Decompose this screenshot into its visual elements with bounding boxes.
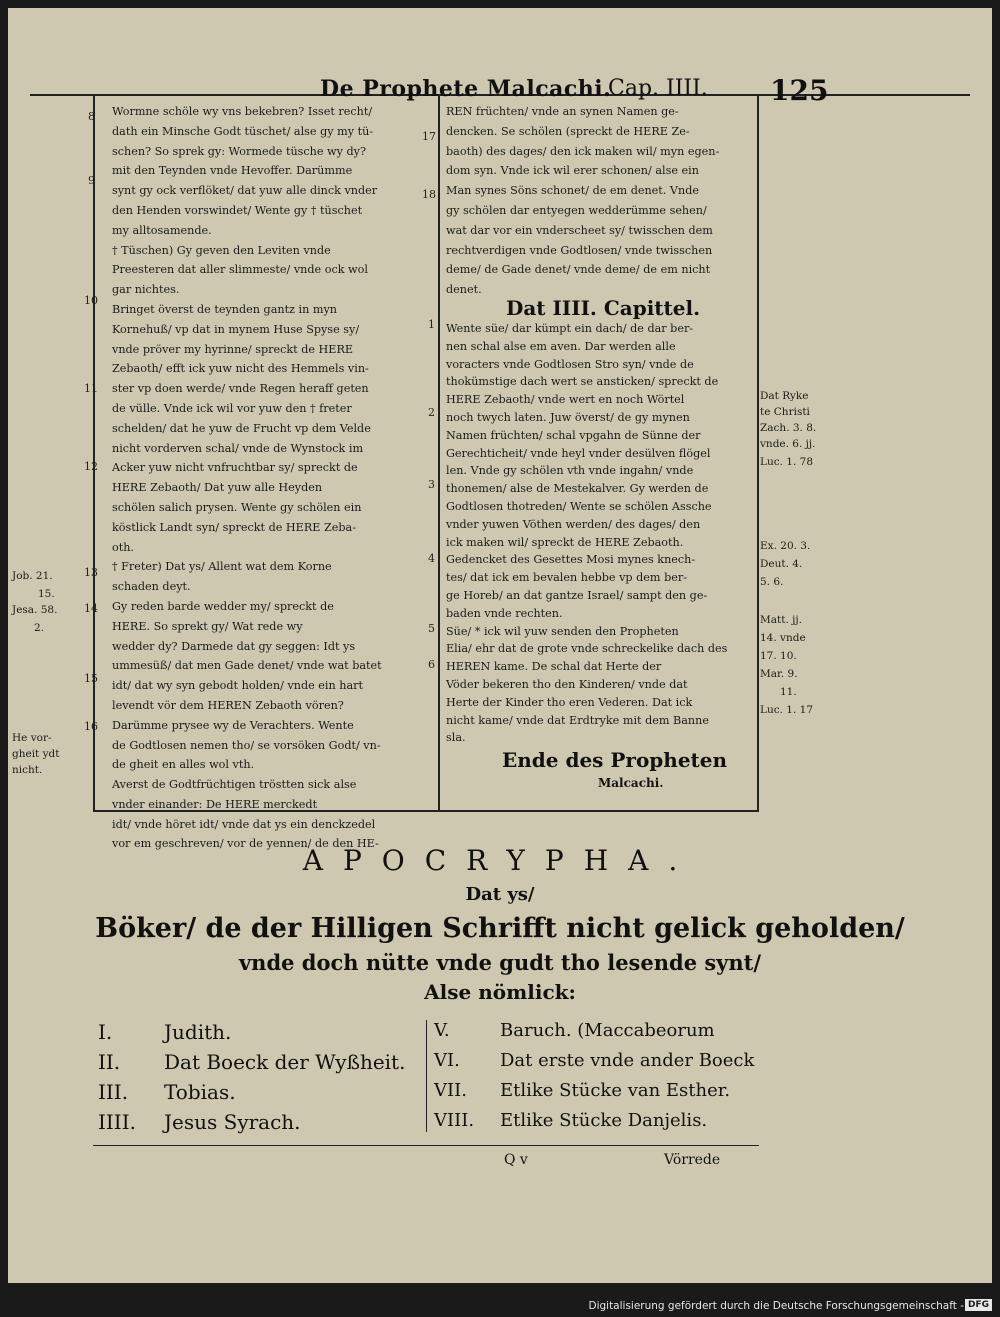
verse-number: 11 xyxy=(84,382,98,395)
text-line: thonemen/ alse de Mestekalver. Gy werden de xyxy=(446,482,709,496)
book-name: Jesus Syrach. xyxy=(164,1110,301,1134)
text-line: ick maken wil/ spreckt de HERE Zebaoth. xyxy=(446,535,684,549)
text-line: mit den Teynden vnde Hevoffer. Darümme xyxy=(112,164,353,178)
book-list-item xyxy=(434,1020,715,1041)
verse-number: 10 xyxy=(84,294,98,307)
text-line: HERE. So sprekt gy/ Wat rede wy xyxy=(112,619,303,633)
margin-note: 11. xyxy=(780,686,797,698)
text-line: Süe/ * ick wil yuw senden den Propheten xyxy=(446,624,679,638)
text-line: wat dar vor ein vnderscheet sy/ twisschen dem xyxy=(446,223,713,237)
text-line: dencken. Se schölen (spreckt de HERE Ze- xyxy=(446,124,690,138)
book-name: Dat erste vnde ander Boeck xyxy=(500,1050,755,1071)
digitization-credit: Digitalisierung gefördert durch die Deutsche Forschungsgemeinschaft - xyxy=(588,1300,964,1312)
text-line: oth. xyxy=(112,540,134,554)
text-line: schaden deyt. xyxy=(112,580,191,594)
book-list-item xyxy=(98,1080,236,1104)
margin-note: Deut. 4. xyxy=(760,558,803,570)
book-number: II. xyxy=(98,1050,121,1074)
text-line: Kornehuß/ vp dat in mynem Huse Spyse sy/ xyxy=(112,322,360,336)
text-line: Godtlosen thotreden/ Wente se schölen Assche xyxy=(446,499,712,513)
text-line: † Freter) Dat ys/ Allent wat dem Korne xyxy=(112,560,332,574)
book-name: Etlike Stücke Danjelis. xyxy=(500,1110,708,1131)
margin-note: Luc. 1. 17 xyxy=(760,704,814,716)
text-line: Namen früchten/ schal vpgahn de Sünne der xyxy=(446,428,701,442)
text-line: noch twych laten. Juw överst/ de gy mynen xyxy=(446,410,690,424)
text-line: Gedencket des Gesettes Mosi mynes knech- xyxy=(446,553,696,567)
text-line: Herte der Kinder tho eren Vederen. Dat ick xyxy=(446,695,693,709)
text-line: Preesteren dat aller slimmeste/ vnde ock wol xyxy=(112,263,368,277)
text-line: ummesüß/ dat men Gade denet/ vnde wat batet xyxy=(112,659,382,673)
text-line: nicht kame/ vnde dat Erdtryke mit dem Banne xyxy=(446,713,709,727)
text-line: synt gy ock verflöket/ dat yuw alle dinck vnder xyxy=(112,184,378,198)
margin-note: Dat Ryke xyxy=(760,390,809,402)
text-line: de vülle. Vnde ick wil vor yuw den † freter xyxy=(112,401,352,415)
text-line: Acker yuw nicht vnfruchtbar sy/ spreckt de xyxy=(112,461,358,475)
verse-number: 17 xyxy=(422,130,436,143)
book-number: VII. xyxy=(434,1080,467,1101)
verse-number: 1 xyxy=(428,318,435,331)
text-line: tes/ dat ick em bevalen hebbe vp dem ber- xyxy=(446,571,687,585)
running-title: De Prophete Malcachi. xyxy=(320,76,612,102)
text-line: idt/ vnde höret idt/ vnde dat ys ein denckzedel xyxy=(112,817,376,831)
book-number: VIII. xyxy=(434,1110,475,1131)
book-number: I. xyxy=(98,1020,113,1044)
text-line: voracters vnde Godtlosen Stro syn/ vnde de xyxy=(446,357,694,371)
margin-note: Jesa. 58. xyxy=(12,604,58,616)
page-number: 125 xyxy=(770,74,829,107)
book-number: III. xyxy=(98,1080,129,1104)
text-line: Averst de Godtfrüchtigen tröstten sick alse xyxy=(112,778,357,792)
text-line: Gy reden barde wedder my/ spreckt de xyxy=(112,599,334,613)
margin-note: 15. xyxy=(38,588,55,600)
text-line: nen schal alse em aven. Dar werden alle xyxy=(446,339,676,353)
text-line: † Tüschen) Gy geven den Leviten vnde xyxy=(112,243,331,257)
text-line: baden vnde rechten. xyxy=(446,606,563,620)
book-list-item xyxy=(434,1050,754,1071)
text-line: nicht vorderven schal/ vnde de Wynstock im xyxy=(112,441,364,455)
margin-note: 14. vnde xyxy=(760,632,806,644)
chapter-heading: Dat IIII. Capittel. xyxy=(506,296,701,320)
text-line: de gheit en alles wol vth. xyxy=(112,758,255,772)
verse-number: 4 xyxy=(428,552,435,565)
right-column-top-text xyxy=(446,102,756,300)
margin-note: Luc. 1. 78 xyxy=(760,456,814,468)
verse-number: 6 xyxy=(428,658,435,671)
book-list-item xyxy=(434,1110,707,1131)
text-line: vnde pröver my hyrinne/ spreckt de HERE xyxy=(112,342,354,356)
margin-note: vnde. 6. jj. xyxy=(760,438,816,450)
margin-note: Matt. jj. xyxy=(760,614,802,626)
margin-note: Zach. 3. 8. xyxy=(760,422,817,434)
outer-right-rule xyxy=(757,96,759,810)
text-line: gy schölen dar entyegen wedderümme sehen/ xyxy=(446,203,707,217)
text-line: gar nichtes. xyxy=(112,283,180,297)
book-list-item xyxy=(98,1050,405,1074)
bottom-rule xyxy=(93,1145,759,1146)
text-line: vnder einander: De HERE merckedt xyxy=(112,797,318,811)
text-line: de Godtlosen nemen tho/ se vorsöken Godt/ vn- xyxy=(112,738,381,752)
text-line: rechtverdigen vnde Godtlosen/ vnde twisschen xyxy=(446,243,713,257)
book-end-title: Ende des Propheten xyxy=(502,748,728,772)
column-divider xyxy=(438,96,440,810)
margin-note: Mar. 9. xyxy=(760,668,798,680)
book-name: Etlike Stücke van Esther. xyxy=(500,1080,731,1101)
verse-number: 14 xyxy=(84,602,98,615)
margin-note: Job. 21. xyxy=(12,570,53,582)
text-line: REN früchten/ vnde an synen Namen ge- xyxy=(446,105,679,118)
signature-mark: Q v xyxy=(504,1152,528,1168)
margin-note: Ex. 20. 3. xyxy=(760,540,811,552)
verse-number: 13 xyxy=(84,566,98,579)
book-list-item xyxy=(98,1020,231,1044)
margin-note: gheit ydt xyxy=(12,748,60,760)
verse-number: 16 xyxy=(84,720,98,733)
text-line: levendt vör dem HEREN Zebaoth vören? xyxy=(112,698,344,712)
text-line: Gerechticheit/ vnde heyl vnder desülven flögel xyxy=(446,446,711,460)
right-column-bottom-text xyxy=(446,320,756,747)
text-line: vnder yuwen Vöthen werden/ des dages/ den xyxy=(446,517,701,531)
text-line: den Henden vorswindet/ Wente gy † tüschet xyxy=(112,203,363,217)
text-line: baoth) des dages/ den ick maken wil/ myn egen- xyxy=(446,144,720,158)
text-line: Zebaoth/ efft ick yuw nicht des Hemmels vin- xyxy=(112,362,369,376)
book-page xyxy=(8,8,992,1283)
text-line: deme/ de Gade denet/ vnde deme/ de em nicht xyxy=(446,263,711,277)
text-line: dath ein Minsche Godt tüschet/ alse gy my tü- xyxy=(112,124,374,138)
margin-note: 17. 10. xyxy=(760,650,797,662)
verse-number: 5 xyxy=(428,622,435,635)
book-list-divider xyxy=(426,1020,427,1132)
book-name: Baruch. (Maccabeorum xyxy=(500,1020,715,1041)
text-line: schen? So sprek gy: Wormede tüsche wy dy? xyxy=(112,144,366,158)
text-line: Elia/ ehr dat de grote vnde schreckelike dach des xyxy=(446,642,728,656)
verse-number: 2 xyxy=(428,406,435,419)
verse-number: 3 xyxy=(428,478,435,491)
text-line: wedder dy? Darmede dat gy seggen: Idt ys xyxy=(112,639,356,653)
book-list-item xyxy=(434,1080,730,1101)
text-line: sla. xyxy=(446,731,466,745)
book-number: V. xyxy=(434,1020,450,1041)
text-line: schölen salich prysen. Wente gy schölen ein xyxy=(112,500,362,514)
text-line: Wente süe/ dar kümpt ein dach/ de dar ber- xyxy=(446,322,694,335)
text-line: thokümstige dach wert se ansticken/ spreckt de xyxy=(446,375,719,389)
text-line: dom syn. Vnde ick wil erer schonen/ alse ein xyxy=(446,164,699,178)
margin-note: te Christi xyxy=(760,406,810,418)
margin-note: nicht. xyxy=(12,764,43,776)
apocrypha-intro: Dat ys/ xyxy=(465,884,535,905)
text-line: köstlick Landt syn/ spreckt de HERE Zeba- xyxy=(112,520,357,534)
book-number: VI. xyxy=(434,1050,460,1071)
book-end-subtitle: Malcachi. xyxy=(598,776,664,790)
text-line: HEREN kame. De schal dat Herte der xyxy=(446,660,662,674)
apocrypha-title: Böker/ de der Hilligen Schrifft nicht gelick geholden/ xyxy=(95,913,905,944)
text-line: len. Vnde gy schölen vth vnde ingahn/ vnde xyxy=(446,464,694,478)
margin-note: He vor- xyxy=(12,732,52,744)
catchword: Vörrede xyxy=(664,1152,721,1168)
outer-left-rule xyxy=(93,96,95,810)
verse-number: 9 xyxy=(88,174,95,187)
text-line: ster vp doen werde/ vnde Regen heraff geten xyxy=(112,382,369,396)
left-column-text xyxy=(112,102,434,854)
apocrypha-heading: APOCRYPHA. xyxy=(302,844,698,877)
text-line: schelden/ dat he yuw de Frucht vp dem Velde xyxy=(112,421,371,435)
book-name: Tobias. xyxy=(164,1080,236,1104)
book-name: Dat Boeck der Wyßheit. xyxy=(164,1050,406,1074)
chapter-label: Cap. IIII. xyxy=(608,76,708,101)
text-line: denet. xyxy=(446,283,482,297)
apocrypha-alse: Alse nömlick: xyxy=(424,980,576,1004)
text-line: Bringet överst de teynden gantz in myn xyxy=(112,302,337,316)
text-line: vor em geschreven/ vor de yennen/ de den HE- xyxy=(112,837,379,851)
text-line: HERE Zebaoth/ vnde wert en noch Wörtel xyxy=(446,393,685,407)
text-line: idt/ dat wy syn gebodt holden/ vnde ein hart xyxy=(112,679,363,693)
dfg-logo: DFG xyxy=(965,1299,992,1311)
text-line: Wormne schöle wy vns bekebren? Isset recht/ xyxy=(112,105,373,118)
text-line: HERE Zebaoth/ Dat yuw alle Heyden xyxy=(112,481,323,495)
apocrypha-subtitle: vnde doch nütte vnde gudt tho lesende synt/ xyxy=(238,950,762,975)
book-name: Judith. xyxy=(164,1020,232,1044)
text-line: ge Horeb/ an dat gantze Israel/ sampt den ge- xyxy=(446,588,708,602)
text-line: my alltosamende. xyxy=(112,223,212,237)
verse-number: 12 xyxy=(84,460,98,473)
book-number: IIII. xyxy=(98,1110,136,1134)
text-line: Vöder bekeren tho den Kinderen/ vnde dat xyxy=(446,677,688,691)
book-list-item xyxy=(98,1110,301,1134)
text-line: Darümme prysee wy de Verachters. Wente xyxy=(112,718,354,732)
text-line: Man synes Söns schonet/ de em denet. Vnde xyxy=(446,184,699,198)
verse-number: 15 xyxy=(84,672,98,685)
margin-note: 2. xyxy=(34,622,45,634)
margin-note: 5. 6. xyxy=(760,576,784,588)
verse-number: 8 xyxy=(88,110,95,123)
verse-number: 18 xyxy=(422,188,436,201)
